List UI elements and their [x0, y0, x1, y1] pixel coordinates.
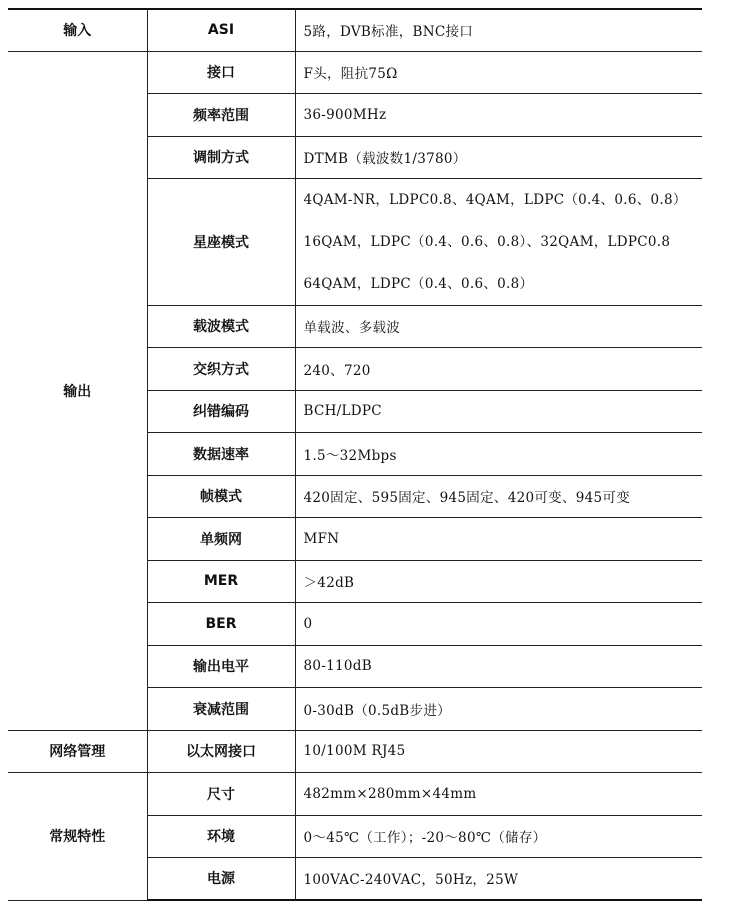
- param-cell: 以太网接口: [147, 730, 295, 772]
- param-cell: MER: [147, 560, 295, 602]
- value-line: 64QAM，LDPC（0.4、0.6、0.8）: [303, 275, 534, 292]
- value-cell: 100VAC-240VAC，50Hz，25W: [295, 857, 702, 900]
- param-cell: 电源: [147, 857, 295, 900]
- param-cell: 环境: [147, 815, 295, 857]
- value-cell: 80-110dB: [295, 645, 702, 687]
- category-cell: 常规特性: [8, 772, 147, 900]
- param-cell: 数据速率: [147, 432, 295, 475]
- param-cell: 调制方式: [147, 136, 295, 178]
- value-cell: 0-30dB（0.5dB步进）: [295, 687, 702, 730]
- value-line: 4QAM-NR，LDPC0.8、4QAM，LDPC（0.4、0.6、0.8）: [303, 191, 687, 208]
- param-cell: 衰减范围: [147, 687, 295, 730]
- table-row: [8, 9, 702, 51]
- param-cell: 纠错编码: [147, 390, 295, 432]
- value-cell: [295, 178, 702, 305]
- value-cell: 36-900MHz: [295, 93, 702, 136]
- param-cell: 载波模式: [147, 305, 295, 347]
- value-cell: 240、720: [295, 347, 702, 390]
- param-cell: BER: [147, 602, 295, 645]
- param-cell: 交织方式: [147, 347, 295, 390]
- value-cell: 420固定、595固定、945固定、420可变、945可变: [295, 475, 702, 517]
- value-cell: ＞42dB: [295, 560, 702, 602]
- spec-table: [8, 8, 702, 901]
- table-row: [8, 730, 702, 772]
- table-row: [8, 51, 702, 93]
- table-row: [8, 772, 702, 815]
- value-cell: 0～45℃（工作）；-20～80℃（储存）: [295, 815, 702, 857]
- value-line: 16QAM，LDPC（0.4、0.6、0.8）、32QAM，LDPC0.8: [303, 233, 671, 250]
- param-cell: 帧模式: [147, 475, 295, 517]
- value-cell: MFN: [295, 517, 702, 560]
- param-cell: 频率范围: [147, 93, 295, 136]
- value-cell: 1.5～32Mbps: [295, 432, 702, 475]
- value-cell: 10/100M RJ45: [295, 730, 702, 772]
- param-cell: 星座模式: [147, 178, 295, 305]
- value-cell: 482mm×280mm×44mm: [295, 772, 702, 815]
- param-cell: 接口: [147, 51, 295, 93]
- value-cell: 5路，DVB标准，BNC接口: [295, 9, 702, 51]
- param-cell: 尺寸: [147, 772, 295, 815]
- param-cell: 单频网: [147, 517, 295, 560]
- category-cell: 输入: [8, 9, 147, 51]
- param-cell: ASI: [147, 9, 295, 51]
- value-cell: DTMB（载波数1/3780）: [295, 136, 702, 178]
- value-cell: 0: [295, 602, 702, 645]
- value-cell: 单载波、多载波: [295, 305, 702, 347]
- value-cell: BCH/LDPC: [295, 390, 702, 432]
- category-cell: 网络管理: [8, 730, 147, 772]
- param-cell: 输出电平: [147, 645, 295, 687]
- value-cell: F头，阻抗75Ω: [295, 51, 702, 93]
- category-cell: 输出: [8, 51, 147, 730]
